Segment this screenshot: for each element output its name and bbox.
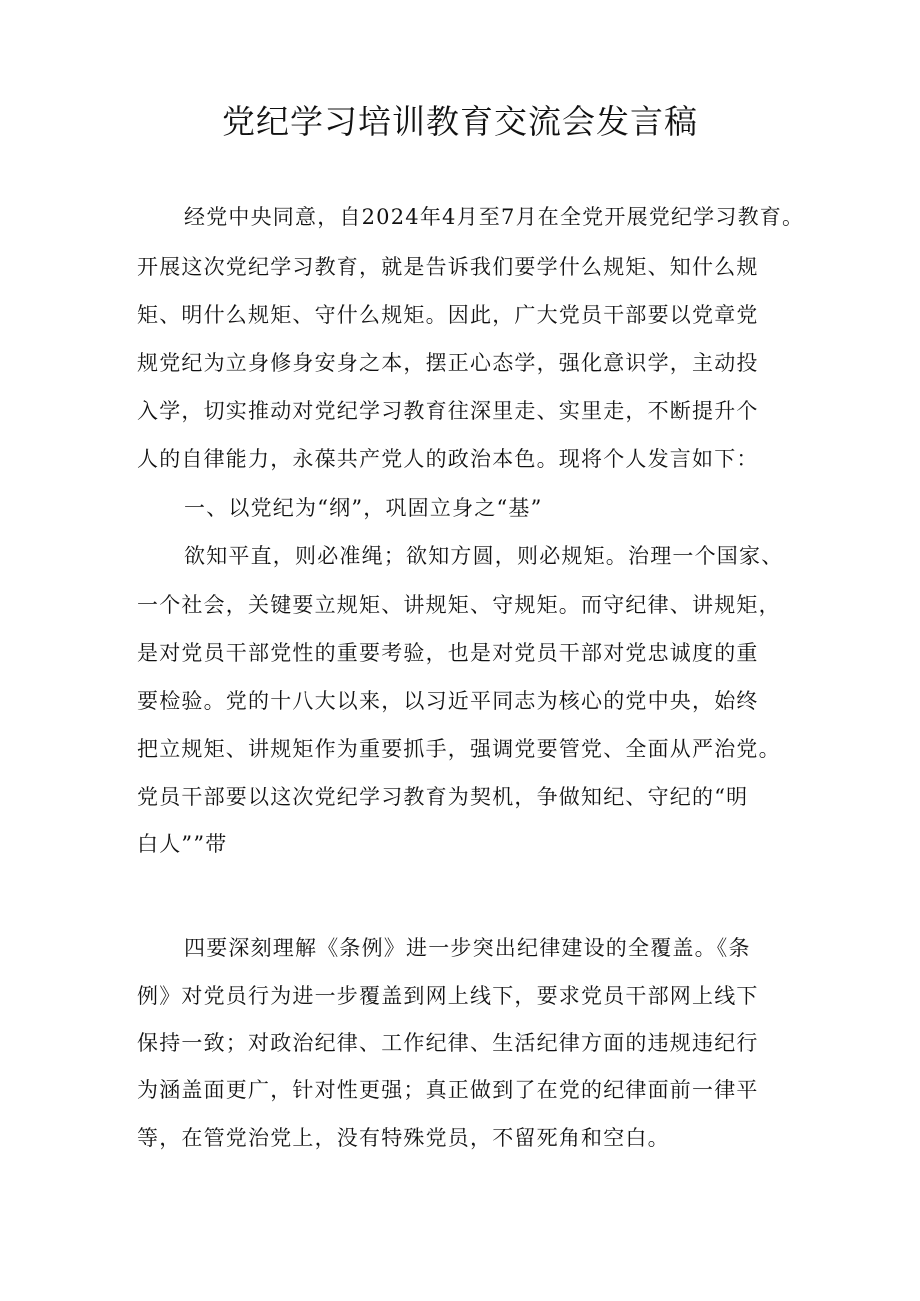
- paragraph-line: 规党纪为立身修身安身之本，摆正心态学，强化意识学，主动投: [137, 351, 759, 375]
- paragraph-line: 党员干部要以这次党纪学习教育为契机，争做知纪、守纪的“明: [137, 785, 749, 809]
- section-heading: 一、以党纪为“纲”，巩固立身之“基”: [184, 496, 543, 520]
- paragraph-line: 是对党员干部党性的重要考验，也是对党员干部对党忠诚度的重: [137, 641, 759, 665]
- paragraph-line: 入学，切实推动对党纪学习教育往深里走、实里走，不断提升个: [137, 399, 759, 423]
- paragraph-line: 矩、明什么规矩、守什么规矩。因此，广大党员干部要以党章党: [137, 303, 759, 327]
- paragraph-line: 欲知平直，则必准绳；欲知方圆，则必规矩。治理一个国家、: [184, 544, 784, 568]
- paragraph-line: 人的自律能力，永葆共产党人的政治本色。现将个人发言如下：: [137, 447, 759, 471]
- paragraph-line: 经党中央同意，自2024年4月至7月在全党开展党纪学习教育。: [184, 205, 805, 229]
- paragraph-line: 例》对党员行为进一步覆盖到网上线下，要求党员干部网上线下: [137, 984, 759, 1008]
- paragraph-line: 白人””带: [137, 832, 228, 856]
- document-title: 党纪学习培训教育交流会发言稿: [222, 102, 698, 141]
- paragraph-line: 四要深刻理解《条例》进一步突出纪律建设的全覆盖。《条: [184, 936, 751, 960]
- paragraph-line: 为涵盖面更广，针对性更强；真正做到了在党的纪律面前一律平: [137, 1078, 759, 1102]
- paragraph-line: 一个社会，关键要立规矩、讲规矩、守规矩。而守纪律、讲规矩，: [137, 593, 781, 617]
- paragraph-line: 开展这次党纪学习教育，就是告诉我们要学什么规矩、知什么规: [137, 255, 759, 279]
- paragraph-line: 把立规矩、讲规矩作为重要抓手，强调党要管党、全面从严治党。: [137, 737, 781, 761]
- paragraph-line: 要检验。党的十八大以来，以习近平同志为核心的党中央，始终: [137, 689, 759, 713]
- paragraph-line: 等，在管党治党上，没有特殊党员，不留死角和空白。: [137, 1126, 670, 1150]
- paragraph-line: 保持一致；对政治纪律、工作纪律、生活纪律方面的违规违纪行: [137, 1031, 759, 1055]
